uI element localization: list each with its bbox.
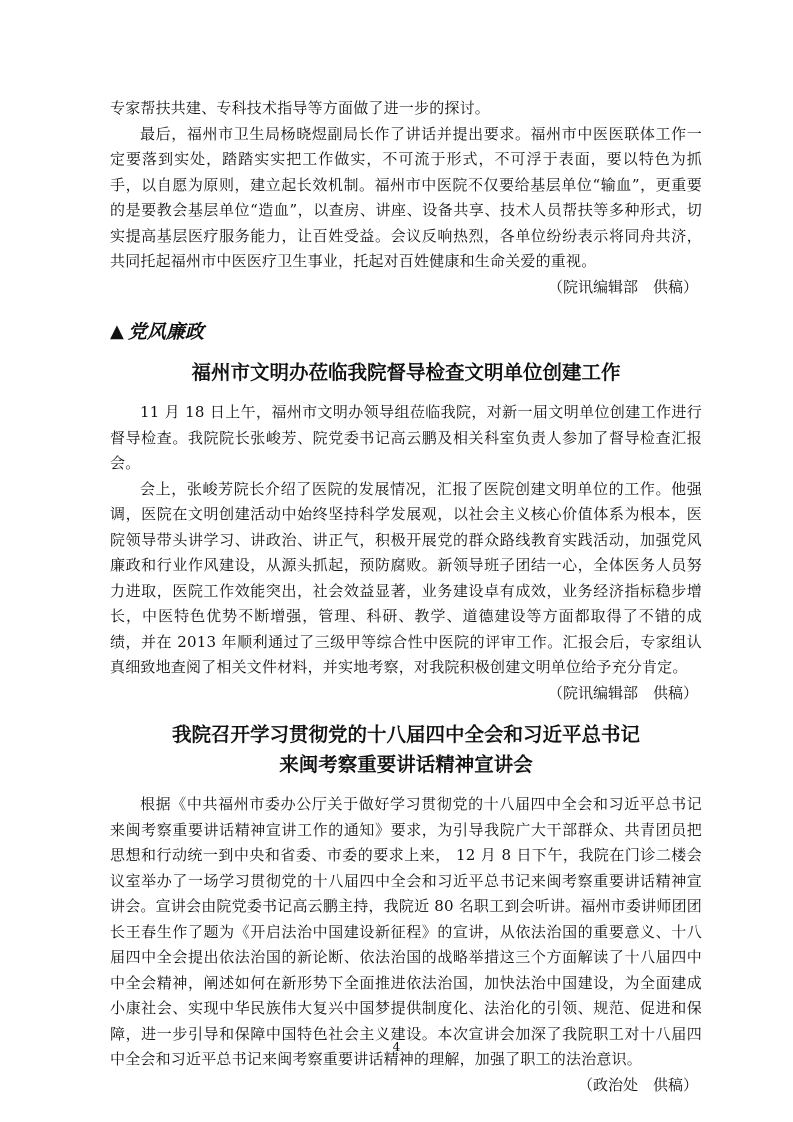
article-paragraph: 11 月 18 日上午，福州市文明办领导组莅临我院，对新一届文明单位创建工作进行督导检查。我院院长张峻芳、院党委书记高云鹏及相关科室负责人参加了督导检查汇报会。 [110,403,702,472]
article-paragraph: 根据《中共福州市委办公厅关于做好学习贯彻党的十八届四中全会和习近平总书记来闽考察重要讲话精神宣讲工作的通知》要求，为引导我院广大干部群众、共青团员把思想和行动统一到中央和省委、市委的要求上来， 12 月 8 日下午，我院在门诊二楼会议室举办了一场学习贯彻党的十八届四中全会和习近平总书记来闽考察重要讲话精神宣讲会。宣讲会由院党委书记高云鹏主持，我院近 80 名职工到会听讲。福州市委讲师团团长王春生作了题为《开启法治中国建设新征程》的宣讲，从依法治国的重要意义、十八届四中全会提出依法治国的新论断、依法治国的战略举措这三个方面解读了十八届四中中全会精神，阐述如何在新形势下全面推进依法治国，加快法治中国建设，为全面建成小康社会、实现中华民族伟大复兴中国梦提供制度化、法治化的引领、规范、促进和保障，进一步引导和保障中国特色社会主义建设。本次宣讲会加深了我院职工对十八届四中全会和习近平总书记来闽考察重要讲话精神的理解，加强了职工的法治意识。 [110,795,702,1068]
section-heading [110,318,702,346]
page-content [110,96,702,1098]
article-title-line: 来闽考察重要讲话精神宣讲会 [279,753,533,776]
article-paragraph: 会上，张峻芳院长介绍了医院的发展情况，汇报了医院创建文明单位的工作。他强调，医院在文明创建活动中始终坚持科学发展观，以社会主义核心价值体系为根本，医院领导带头讲学习、讲政治、讲正气，积极开展党的群众路线教育实践活动，加强党风廉政和行业作风建设，从源头抓起，预防腐败。新领导班子团结一心，全体医务人员努力进取，医院工作效能突出，社会效益显著，业务建设卓有成效，业务经济指标稳步增长，中医特色优势不断增强，管理、科研、教学、道德建设等方面都取得了不错的成绩，并在 2013 年顺利通过了三级甲等综合性中医院的评审工作。汇报会后，专家组认真细致地查阅了相关文件材料，并实地考察，对我院积极创建文明单位给予充分肯定。 [110,479,702,676]
continuation-text: 专家帮扶共建、专科技术指导等方面做了进一步的探讨。 [110,99,491,117]
closing-paragraph: 最后，福州市卫生局杨晓煜副局长作了讲话并提出要求。福州市中医医联体工作一定要落到实处，踏踏实实把工作做实，不可流于形式，不可浮于表面，要以特色为抓手，以自愿为原则，建立起长效机制。福州市中医院不仅要给基层单位“输血”，更重要的是要教会基层单位“造血”，以查房、讲座、设备共享、技术人员帮扶等多种形式，切实提高基层医疗服务能力，让百姓受益。会议反响热烈，各单位纷纷表示将同舟共济，共同托起福州市中医医疗卫生事业，托起对百姓健康和生命关爱的重视。 [110,124,702,270]
section-title: 党风廉政 [127,321,204,343]
article-title-text: 福州市文明办莅临我院督导检查文明单位创建工作 [191,361,621,384]
article-credit: （院讯编辑部 供稿） [547,683,698,702]
article-title [110,720,702,780]
triangle-icon: ▲ [110,321,124,342]
article-credit: （院讯编辑部 供稿） [547,277,698,296]
article-title-line: 我院召开学习贯彻党的十八届四中全会和习近平总书记 [171,723,640,746]
article-credit: （政治处 供稿） [577,1075,698,1094]
article-title [110,358,702,388]
page-number: 4 [392,1040,401,1054]
